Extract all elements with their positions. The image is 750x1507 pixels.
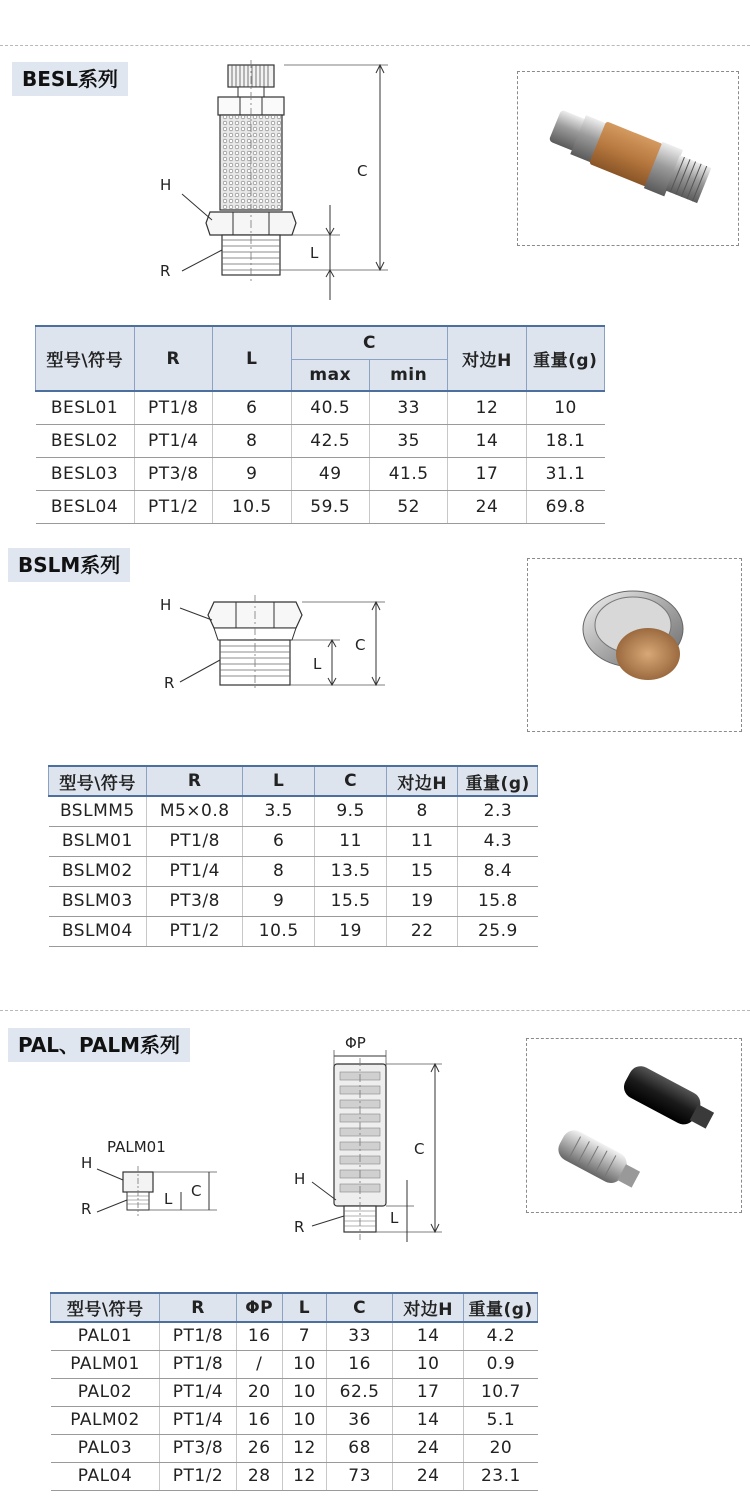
cell-r: PT1/8 <box>147 826 243 856</box>
palm01-l-label: L <box>164 1190 173 1208</box>
palm01-label: PALM01 <box>107 1138 166 1156</box>
cell-p: 26 <box>236 1434 282 1462</box>
cell-model: BSLM04 <box>49 916 147 946</box>
header-model: 型号\符号 <box>51 1293 160 1322</box>
section-divider <box>0 1010 750 1011</box>
cell-weight: 5.1 <box>464 1406 538 1434</box>
cell-model: BSLMM5 <box>49 796 147 826</box>
cell-h: 10 <box>393 1350 464 1378</box>
cell-l: 12 <box>282 1462 326 1490</box>
cell-c-min: 35 <box>369 424 447 457</box>
cell-c: 9.5 <box>315 796 387 826</box>
cell-c-min: 41.5 <box>369 457 447 490</box>
cell-c: 33 <box>327 1322 393 1350</box>
pal-h-label: H <box>294 1170 306 1188</box>
cell-h: 14 <box>448 424 526 457</box>
bslm-l-label: L <box>313 655 322 673</box>
cell-l: 6 <box>213 391 291 424</box>
cell-l: 8 <box>213 424 291 457</box>
header-r: R <box>160 1293 236 1322</box>
cell-c: 15.5 <box>315 886 387 916</box>
cell-model: BESL02 <box>36 424 135 457</box>
cell-r: PT1/8 <box>160 1322 236 1350</box>
cell-l: 9 <box>243 886 315 916</box>
besl-c-label: C <box>357 162 368 180</box>
besl-l-label: L <box>310 244 319 262</box>
cell-r: PT1/4 <box>160 1378 236 1406</box>
cell-r: PT1/4 <box>160 1406 236 1434</box>
cell-weight: 0.9 <box>464 1350 538 1378</box>
header-h: 对边H <box>387 766 458 796</box>
cell-p: 20 <box>236 1378 282 1406</box>
besl-r-label: R <box>160 262 171 280</box>
header-c: C <box>315 766 387 796</box>
cell-h: 17 <box>448 457 526 490</box>
cell-r: PT3/8 <box>147 886 243 916</box>
cell-r: PT1/4 <box>134 424 213 457</box>
pal-spec-table <box>50 1292 538 1491</box>
table-row <box>49 886 538 916</box>
cell-l: 10 <box>282 1350 326 1378</box>
pal-l-label: L <box>390 1209 399 1227</box>
cell-model: PAL01 <box>51 1322 160 1350</box>
cell-r: PT3/8 <box>160 1434 236 1462</box>
palm01-h-label: H <box>81 1154 93 1172</box>
header-weight: 重量(g) <box>526 326 604 391</box>
cell-weight: 15.8 <box>458 886 538 916</box>
cell-weight: 4.3 <box>458 826 538 856</box>
cell-h: 24 <box>448 490 526 523</box>
besl-spec-table <box>35 325 605 524</box>
cell-c: 11 <box>315 826 387 856</box>
table-row <box>49 796 538 826</box>
table-row <box>51 1378 538 1406</box>
cell-l: 12 <box>282 1434 326 1462</box>
top-divider <box>0 45 750 46</box>
cell-model: BESL01 <box>36 391 135 424</box>
cell-c-min: 33 <box>369 391 447 424</box>
cell-c-max: 42.5 <box>291 424 369 457</box>
cell-h: 22 <box>387 916 458 946</box>
palm01-drawing <box>75 1132 225 1227</box>
cell-h: 8 <box>387 796 458 826</box>
cell-model: PAL02 <box>51 1378 160 1406</box>
header-model: 型号\符号 <box>36 326 135 391</box>
header-r: R <box>134 326 213 391</box>
besl-h-label: H <box>160 176 172 194</box>
table-row <box>36 424 605 457</box>
cell-model: PALM02 <box>51 1406 160 1434</box>
cell-p: / <box>236 1350 282 1378</box>
bslm-section-title: BSLM系列 <box>8 548 130 582</box>
cell-c: 16 <box>327 1350 393 1378</box>
header-p: ΦP <box>236 1293 282 1322</box>
cell-c-max: 59.5 <box>291 490 369 523</box>
cell-weight: 69.8 <box>526 490 604 523</box>
cell-c-max: 40.5 <box>291 391 369 424</box>
cell-weight: 25.9 <box>458 916 538 946</box>
cell-model: BSLM03 <box>49 886 147 916</box>
header-c: C <box>291 326 448 359</box>
header-h: 对边H <box>393 1293 464 1322</box>
cell-p: 28 <box>236 1462 282 1490</box>
header-l: L <box>213 326 291 391</box>
besl-section-title: BESL系列 <box>12 62 128 96</box>
header-h: 对边H <box>448 326 526 391</box>
cell-l: 10.5 <box>213 490 291 523</box>
cell-l: 10.5 <box>243 916 315 946</box>
cell-model: BESL04 <box>36 490 135 523</box>
cell-c: 62.5 <box>327 1378 393 1406</box>
cell-h: 24 <box>393 1462 464 1490</box>
header-c-min: min <box>369 359 447 391</box>
bslm-h-label: H <box>160 596 172 614</box>
header-l: L <box>282 1293 326 1322</box>
bslm-spec-table <box>48 765 538 947</box>
bslm-drawing <box>150 590 400 700</box>
cell-r: PT1/2 <box>160 1462 236 1490</box>
cell-model: PAL04 <box>51 1462 160 1490</box>
cell-h: 19 <box>387 886 458 916</box>
cell-r: PT1/2 <box>134 490 213 523</box>
bslm-c-label: C <box>355 636 366 654</box>
cell-c: 68 <box>327 1434 393 1462</box>
table-row <box>51 1322 538 1350</box>
cell-model: BESL03 <box>36 457 135 490</box>
cell-model: BSLM02 <box>49 856 147 886</box>
pal-c-label: C <box>414 1140 425 1158</box>
cell-weight: 10 <box>526 391 604 424</box>
bslm-r-label: R <box>164 674 175 692</box>
header-l: L <box>243 766 315 796</box>
header-weight: 重量(g) <box>464 1293 538 1322</box>
besl-product-photo <box>517 71 739 246</box>
cell-c: 19 <box>315 916 387 946</box>
cell-weight: 10.7 <box>464 1378 538 1406</box>
header-weight: 重量(g) <box>458 766 538 796</box>
cell-l: 10 <box>282 1378 326 1406</box>
cell-c-max: 49 <box>291 457 369 490</box>
cell-c: 13.5 <box>315 856 387 886</box>
cell-r: PT1/4 <box>147 856 243 886</box>
cell-h: 15 <box>387 856 458 886</box>
cell-model: PALM01 <box>51 1350 160 1378</box>
header-model: 型号\符号 <box>49 766 147 796</box>
cell-c: 73 <box>327 1462 393 1490</box>
cell-weight: 31.1 <box>526 457 604 490</box>
cell-r: M5×0.8 <box>147 796 243 826</box>
cell-l: 6 <box>243 826 315 856</box>
cell-h: 12 <box>448 391 526 424</box>
header-c-max: max <box>291 359 369 391</box>
table-row <box>51 1406 538 1434</box>
cell-model: BSLM01 <box>49 826 147 856</box>
cell-p: 16 <box>236 1322 282 1350</box>
cell-l: 7 <box>282 1322 326 1350</box>
bslm-product-photo <box>527 558 742 732</box>
cell-c: 36 <box>327 1406 393 1434</box>
table-row <box>36 490 605 523</box>
table-row <box>51 1434 538 1462</box>
cell-r: PT1/2 <box>147 916 243 946</box>
cell-l: 10 <box>282 1406 326 1434</box>
cell-weight: 4.2 <box>464 1322 538 1350</box>
cell-weight: 23.1 <box>464 1462 538 1490</box>
table-row <box>51 1462 538 1490</box>
table-row <box>36 457 605 490</box>
cell-l: 8 <box>243 856 315 886</box>
cell-model: PAL03 <box>51 1434 160 1462</box>
pal-r-label: R <box>294 1218 305 1236</box>
header-r: R <box>147 766 243 796</box>
cell-r: PT1/8 <box>134 391 213 424</box>
palm01-r-label: R <box>81 1200 92 1218</box>
cell-weight: 20 <box>464 1434 538 1462</box>
pal-product-photo <box>526 1038 742 1213</box>
cell-weight: 18.1 <box>526 424 604 457</box>
cell-r: PT3/8 <box>134 457 213 490</box>
cell-c-min: 52 <box>369 490 447 523</box>
cell-h: 14 <box>393 1322 464 1350</box>
cell-r: PT1/8 <box>160 1350 236 1378</box>
table-row <box>36 391 605 424</box>
palm01-c-label: C <box>191 1182 202 1200</box>
cell-h: 14 <box>393 1406 464 1434</box>
pal-section-title: PAL、PALM系列 <box>8 1028 190 1062</box>
table-row <box>51 1350 538 1378</box>
pal-phi-p-label: ΦP <box>345 1034 366 1052</box>
cell-weight: 8.4 <box>458 856 538 886</box>
cell-l: 3.5 <box>243 796 315 826</box>
cell-h: 11 <box>387 826 458 856</box>
cell-p: 16 <box>236 1406 282 1434</box>
cell-weight: 2.3 <box>458 796 538 826</box>
table-row <box>49 856 538 886</box>
pal-drawing <box>290 1030 450 1245</box>
besl-drawing <box>150 60 400 310</box>
cell-l: 9 <box>213 457 291 490</box>
table-row <box>49 916 538 946</box>
cell-h: 17 <box>393 1378 464 1406</box>
cell-h: 24 <box>393 1434 464 1462</box>
table-row <box>49 826 538 856</box>
header-c: C <box>327 1293 393 1322</box>
